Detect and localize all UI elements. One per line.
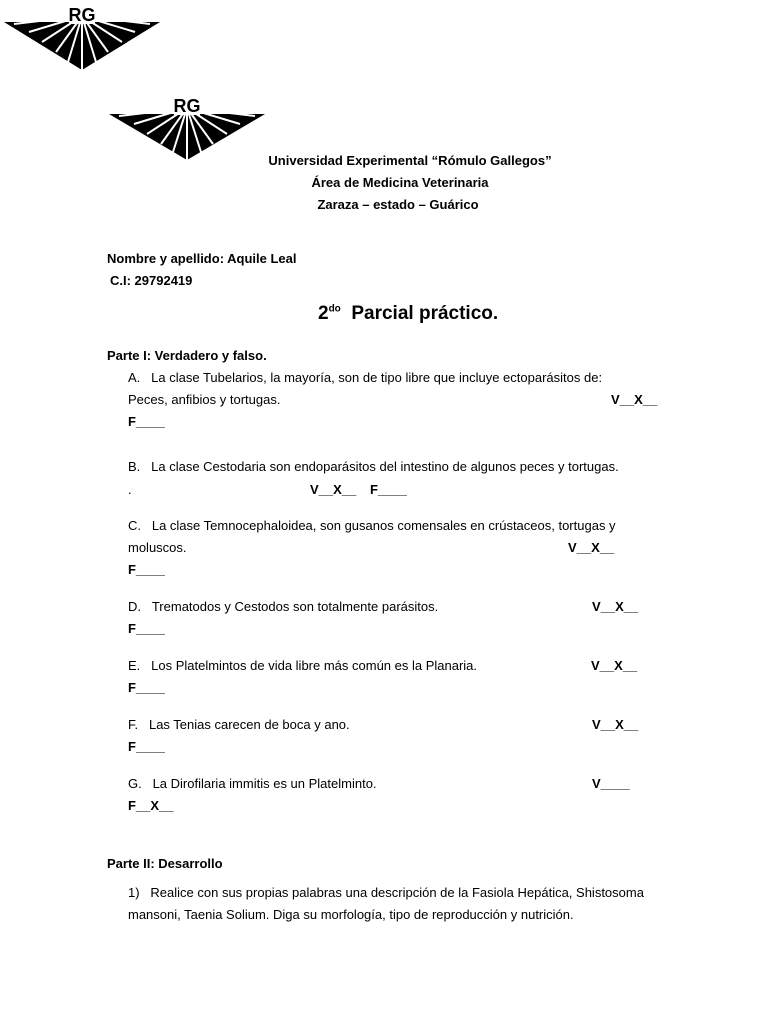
question-b-line2: . — [128, 482, 132, 497]
student-name: Nombre y apellido: Aquile Leal — [107, 251, 297, 266]
question-a-line1 — [128, 370, 602, 385]
svg-text:RG: RG — [173, 96, 201, 116]
question-e-false: F____ — [128, 680, 165, 695]
question-a-letter: A. — [128, 370, 141, 385]
part2-question1-number: 1) — [128, 885, 140, 900]
question-c-false: F____ — [128, 562, 165, 577]
title-number: 2 — [318, 303, 329, 324]
title-text: Parcial práctico. — [351, 303, 499, 324]
question-f-line1 — [128, 717, 350, 732]
question-c-text: La clase Temnocephaloidea, son gusanos comensales en crústaceos, tortugas y — [151, 518, 616, 533]
question-c-true: V__X__ — [568, 540, 615, 555]
question-f-letter: F. — [128, 717, 139, 732]
question-c-line2: moluscos. — [128, 540, 187, 555]
question-c-line1 — [128, 518, 616, 533]
question-d-text: Trematodos y Cestodos son totalmente parásitos. — [151, 599, 439, 614]
question-d-line1 — [128, 599, 438, 614]
question-a-false: F____ — [128, 414, 165, 429]
question-g-true: V____ — [592, 776, 630, 791]
part2-question1-text: Realice con sus propias palabras una descripción de la Fasiola Hepática, Shistosoma — [150, 885, 644, 900]
question-b-letter: B. — [128, 459, 141, 474]
university-name: Universidad Experimental “Rómulo Gallegos” — [268, 153, 552, 168]
question-d-letter: D. — [128, 599, 141, 614]
question-f-text: Las Tenias carecen de boca y ano. — [148, 717, 350, 732]
question-f-false: F____ — [128, 739, 165, 754]
question-g-text: La Dirofilaria immitis es un Platelminto. — [152, 776, 377, 791]
question-f-true: V__X__ — [592, 717, 639, 732]
location: Zaraza – estado – Guárico — [317, 197, 479, 212]
question-b-text: La clase Cestodaria son endoparásitos del intestino de algunos peces y tortugas. — [151, 459, 619, 474]
question-g-false: F__X__ — [128, 798, 174, 813]
svg-text:RG: RG — [68, 5, 96, 25]
question-b-false: F____ — [370, 482, 407, 497]
part1-heading: Parte I: Verdadero y falso. — [107, 348, 267, 363]
question-g-letter: G. — [128, 776, 142, 791]
question-d-false: F____ — [128, 621, 165, 636]
question-c-letter: C. — [128, 518, 141, 533]
university-logo — [109, 94, 265, 162]
area-name: Área de Medicina Veterinaria — [311, 175, 489, 190]
question-e-text: Los Platelmintos de vida libre más común es la Planaria. — [151, 658, 478, 673]
part2-question1-line1 — [128, 885, 644, 900]
question-b-true: V__X__ — [310, 482, 357, 497]
student-ci: C.I: 29792419 — [110, 273, 193, 288]
question-e-true: V__X__ — [591, 658, 638, 673]
exam-title — [318, 303, 498, 325]
question-a-true: V__X__ — [611, 392, 658, 407]
question-b-line1 — [128, 459, 619, 474]
part2-heading: Parte II: Desarrollo — [107, 856, 223, 871]
part2-question1-line2: mansoni, Taenia Solium. Diga su morfología, tipo de reproducción y nutrición. — [128, 907, 574, 922]
question-g-line1 — [128, 776, 377, 791]
question-e-letter: E. — [128, 658, 141, 673]
question-d-true: V__X__ — [592, 599, 639, 614]
question-a-text: La clase Tubelarios, la mayoría, son de tipo libre que incluye ectoparásitos de: — [151, 370, 603, 385]
university-logo-top — [4, 2, 160, 72]
title-superscript: do — [328, 303, 341, 315]
question-e-line1 — [128, 658, 477, 673]
question-a-line2: Peces, anfibios y tortugas. — [128, 392, 281, 407]
